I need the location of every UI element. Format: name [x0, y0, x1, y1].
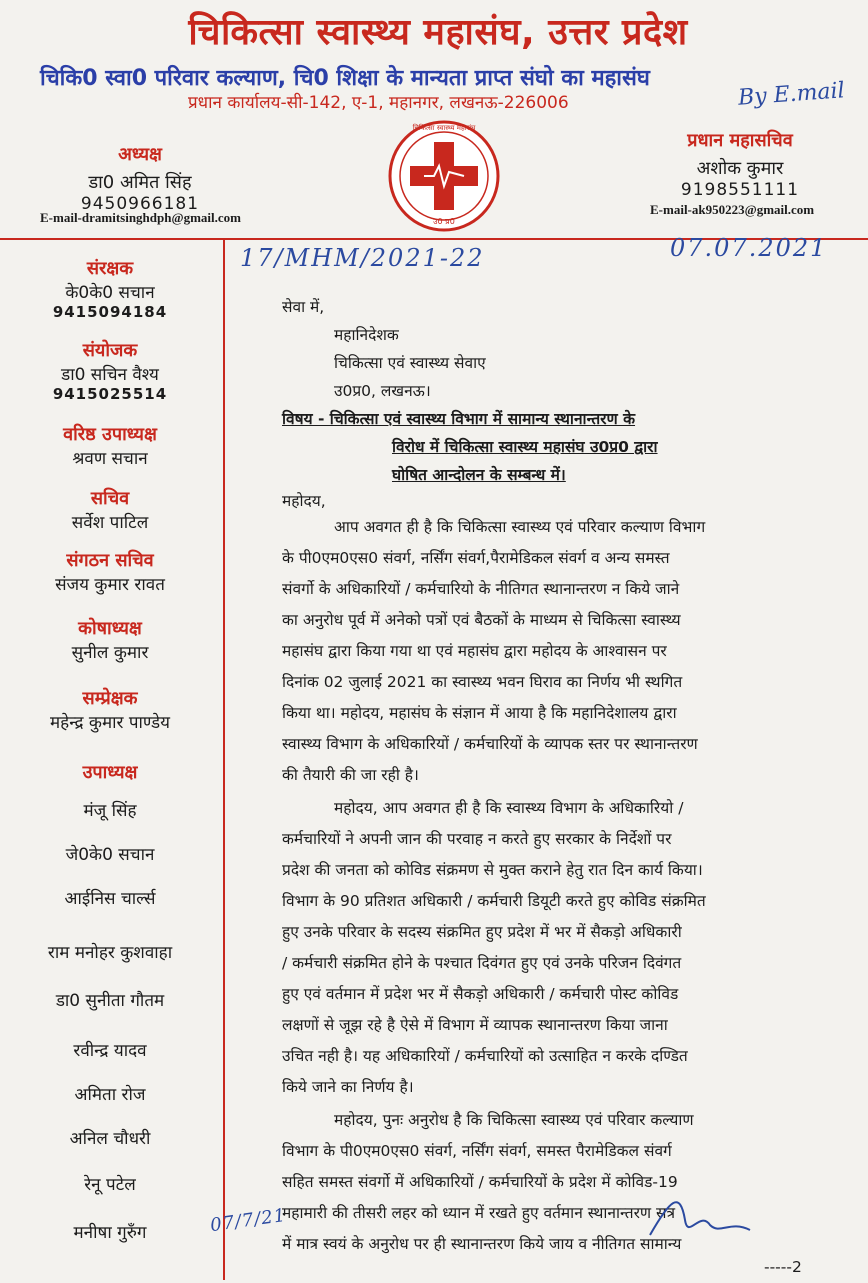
sidebar-title: उपाध्यक्ष — [82, 762, 138, 783]
body-line: हुए उनके परिवार के सदस्य संक्रमित हुए प्रदेश में भर में सैकड़ो अधिकारी — [282, 923, 682, 941]
recipient-line: महानिदेशक — [334, 326, 399, 344]
body-line: लक्षणों से जूझ रहे है ऐसे में विभाग में व्यापक स्थानान्तरण किया जाना — [282, 1016, 668, 1034]
sidebar-name: सर्वेश पाटिल — [71, 513, 149, 533]
left-office-name: डा0 अमित सिंह — [88, 172, 192, 193]
sidebar-name: महेन्द्र कुमार पाण्डेय — [50, 713, 170, 733]
sidebar-title: वरिष्ठ उपाध्यक्ष — [63, 424, 157, 445]
body-line: विभाग के 90 प्रतिशत अधिकारी / कर्मचारी डियूटी करते हुए कोविड संक्रमित — [282, 892, 706, 910]
left-office-phone: 9450966181 — [80, 194, 200, 214]
body-line: महासंघ द्वारा किया गया था एवं महासंघ द्वारा महोदय के आश्वासन पर — [282, 642, 667, 660]
letter-date: 07.07.2021 — [670, 234, 828, 262]
sidebar-title: संगठन सचिव — [66, 550, 154, 571]
sidebar-title: संयोजक — [82, 340, 138, 361]
recipient-line: उ0प्र0, लखनऊ। — [334, 382, 431, 400]
signature — [640, 1180, 760, 1250]
sidebar-title: सम्प्रेक्षक — [82, 688, 138, 709]
vice-president-name: डा0 सुनीता गौतम — [55, 991, 165, 1011]
sidebar-divider — [223, 240, 225, 1280]
vice-president-name: रेनू पटेल — [84, 1175, 136, 1195]
vice-president-name: राम मनोहर कुशवाहा — [47, 943, 173, 963]
emblem-bottom: उ0 प्र0 — [433, 217, 455, 226]
sidebar-title: सचिव — [90, 488, 130, 509]
body-line: का अनुरोध पूर्व में अनेको पत्रों एवं बैठकों के माध्यम से चिकित्सा स्वास्थ्य — [282, 611, 681, 629]
body-line: आप अवगत ही है कि चिकित्सा स्वास्थ्य एवं परिवार कल्याण विभाग — [334, 518, 706, 536]
sidebar-block-patron — [0, 256, 220, 321]
body-line: की तैयारी की जा रही है। — [282, 766, 419, 784]
right-office — [640, 128, 840, 200]
vice-president-name: मंजू सिंह — [83, 801, 137, 821]
subject-line: विरोध में चिकित्सा स्वास्थ्य महासंघ उ0प्र0 द्वारा — [392, 438, 658, 456]
vice-president-name: आईनिस चार्ल्स — [64, 889, 156, 909]
letterhead-title: चिकित्सा स्वास्थ्य महासंघ, उत्तर प्रदेश — [188, 12, 688, 53]
subject-line: विषय - चिकित्सा एवं स्वास्थ्य विभाग में सामान्य स्थानान्तरण के — [282, 410, 636, 428]
sidebar-block-treasurer — [0, 616, 220, 663]
body-line: किये जाने का निर्णय है। — [282, 1078, 414, 1096]
right-office-email: E-mail-ak950223@gmail.com — [650, 202, 815, 217]
body-line: किया था। महोदय, महासंघ के संज्ञान में आया है कि महानिदेशालय द्वारा — [282, 704, 677, 722]
sidebar-block-vice-presidents — [0, 760, 220, 784]
body-line: महोदय, पुनः अनुरोध है कि चिकित्सा स्वास्थ्य एवं परिवार कल्याण — [334, 1111, 694, 1129]
recipient-line: चिकित्सा एवं स्वास्थ्य सेवाए — [334, 354, 486, 372]
body-line: दिनांक 02 जुलाई 2021 का स्वास्थ्य भवन घिराव का निर्णय भी स्थगित — [282, 673, 683, 691]
vice-president-name: मनीषा गुरुँग — [73, 1223, 147, 1243]
body-line: संवर्गो के अधिकारियों / कर्मचारियो के नीतिगत स्थानान्तरण न किये जाने — [282, 580, 680, 598]
sidebar-name: के0के0 सचान — [65, 283, 155, 303]
sidebar-block-secretary — [0, 486, 220, 533]
vice-president-name: अनिल चौधरी — [69, 1129, 151, 1149]
page-continue-marker: -----2 — [764, 1258, 802, 1276]
right-office-phone: 9198551111 — [680, 180, 800, 200]
sidebar-phone: 9415025514 — [52, 385, 168, 403]
to-line: सेवा में, — [282, 298, 325, 316]
body-line: में मात्र स्वयं के अनुरोध पर ही स्थानान्तरण किये जाय व नीतिगत सामान्य — [282, 1235, 682, 1253]
body-line: महोदय, आप अवगत ही है कि स्वास्थ्य विभाग के अधिकारियो / — [334, 799, 684, 817]
sidebar-name: संजय कुमार रावत — [55, 575, 165, 595]
body-line: कर्मचारियों ने अपनी जान की परवाह न करते हुए सरकार के निर्देशों पर — [282, 830, 672, 848]
sidebar-block-convenor — [0, 338, 220, 403]
body-line: महामारी की तीसरी लहर को ध्यान में रखते हुए वर्तमान स्थानान्तरण सत्र — [282, 1204, 676, 1222]
vice-president-name: अमिता रोज — [74, 1085, 146, 1105]
body-line: हुए एवं वर्तमान में प्रदेश भर में सैकड़ो अधिकारी / कर्मचारी पोस्ट कोविड — [282, 985, 679, 1003]
vice-president-name: रवीन्द्र यादव — [73, 1041, 147, 1061]
subject-line: घोषित आन्दोलन के सम्बन्ध में। — [392, 466, 566, 484]
emblem-text: चिकित्सा स्वास्थ्य महासंघ — [412, 124, 476, 132]
handwritten-received-date: 07/7/21 — [208, 1204, 288, 1237]
body-line: प्रदेश की जनता को कोविड संक्रमण से मुक्त कराने हेतु रात दिन कार्य किया। — [282, 861, 703, 879]
letterhead-address: प्रधान कार्यालय-सी-142, ए-1, महानगर, लखनऊ-226006 — [188, 93, 569, 113]
sidebar-name: सुनील कुमार — [71, 643, 149, 663]
sidebar-title: कोषाध्यक्ष — [78, 618, 142, 639]
body-line: स्वास्थ्य विभाग के अधिकारियों / कर्मचारियों के व्यापक स्तर पर स्थानान्तरण — [282, 735, 698, 753]
right-office-title: प्रधान महासचिव — [687, 130, 793, 151]
sidebar-block-org-secretary — [0, 548, 220, 595]
organization-emblem — [384, 118, 504, 238]
body-line: उचित नही है। यह अधिकारियों / कर्मचारियों को उत्साहित न करके दण्डित — [282, 1047, 688, 1065]
salutation: महोदय, — [282, 492, 326, 510]
right-office-name: अशोक कुमार — [696, 158, 784, 179]
left-office-title: अध्यक्ष — [118, 144, 162, 165]
left-office — [40, 142, 240, 214]
letterhead-subtitle: चिकि0 स्वा0 परिवार कल्याण, चि0 शिक्षा के मान्यता प्राप्त संघो का महासंघ — [40, 66, 650, 91]
handwritten-by-email: By E.mail — [737, 78, 846, 111]
body-line: के पी0एम0एस0 संवर्ग, नर्सिंग संवर्ग,पैरामेडिकल संवर्ग व अन्य समस्त — [282, 549, 670, 567]
vice-president-name: जे0के0 सचान — [65, 845, 155, 865]
left-office-email: E-mail-dramitsinghdph@gmail.com — [40, 210, 241, 225]
sidebar-name: श्रवण सचान — [72, 449, 148, 469]
sidebar-phone: 9415094184 — [52, 303, 168, 321]
sidebar-name: डा0 सचिन वैश्य — [61, 365, 159, 385]
body-line: / कर्मचारी संक्रमित होने के पश्चात दिवंगत हुए एवं उनके परिजन दिवंगत — [282, 954, 682, 972]
sidebar-title: संरक्षक — [86, 258, 134, 279]
body-line: विभाग के पी0एम0एस0 संवर्ग, नर्सिंग संवर्ग, समस्त पैरामेडिकल संवर्ग — [282, 1142, 672, 1160]
sidebar-block-senior-vp — [0, 422, 220, 469]
sidebar-block-auditor — [0, 686, 220, 733]
letter-ref-number: 17/MHM/2021-22 — [240, 244, 485, 272]
body-line: सहित समस्त संवर्गो में अधिकारियों / कर्मचारियों के प्रदेश में कोविड-19 — [282, 1173, 678, 1191]
